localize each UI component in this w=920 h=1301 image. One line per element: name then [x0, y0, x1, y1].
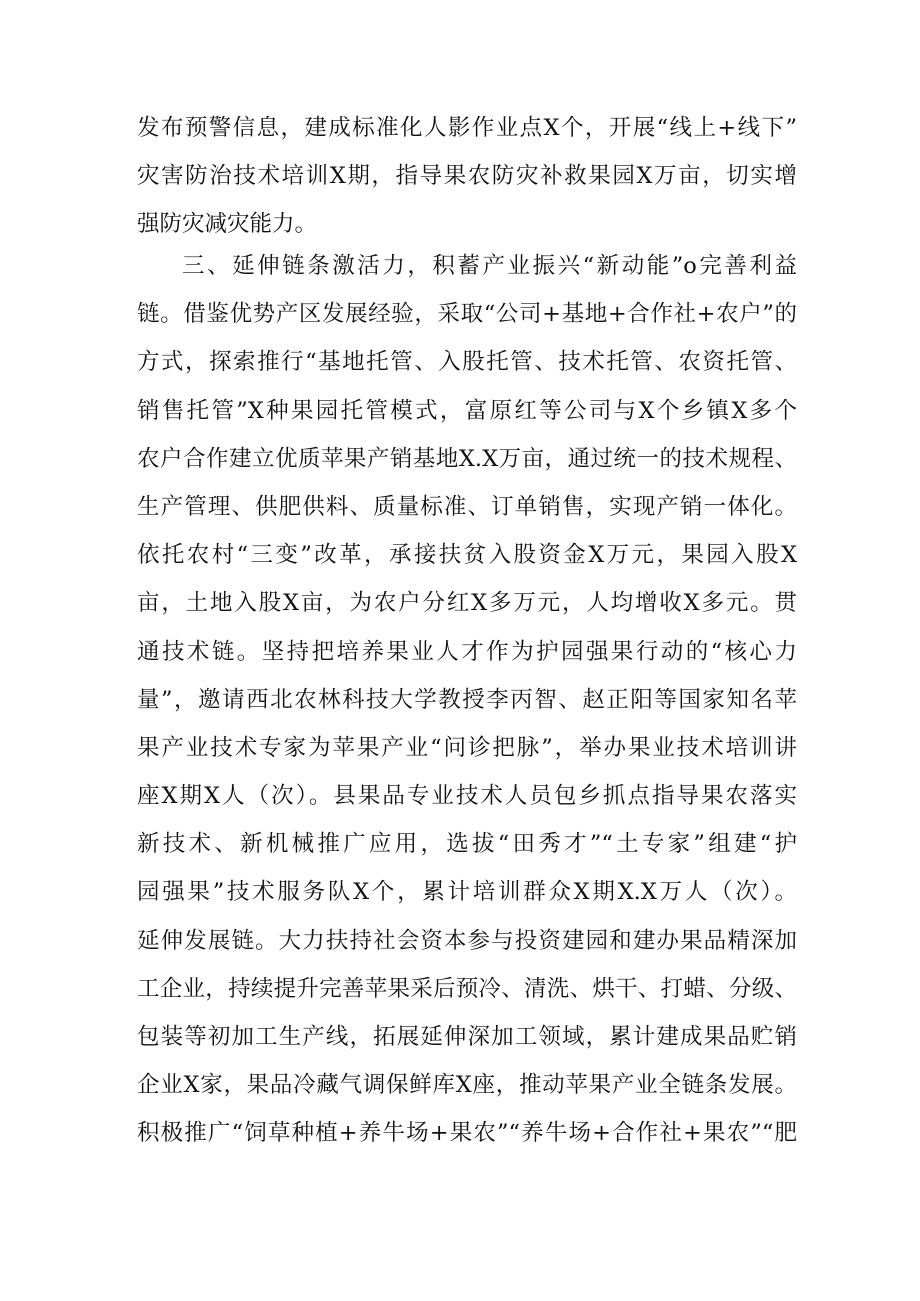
text-line: 延伸发展链。大力扶持社会资本参与投资建园和建办果品精深加: [137, 927, 797, 954]
text-line: 工企业，持续提升完善苹果采后预冷、清洗、烘干、打蜡、分级、: [137, 975, 797, 1002]
section-heading-line: 三、延伸链条激活力，积蓄产业振兴“新动能”o完善利益: [182, 253, 797, 279]
text-line: 方式，探索推行“基地托管、入股托管、技术托管、农资托管、: [137, 349, 797, 376]
text-line: 发布预警信息，建成标准化人影作业点X个，开展“线上+线下”: [137, 115, 797, 141]
text-line: 强防灾减灾能力。: [137, 211, 318, 238]
text-line: 企业X家，果品冷藏气调保鲜库X座，推动苹果产业全链条发展。: [137, 1072, 797, 1099]
text-line: 新技术、新机械推广应用，选拔“田秀才”“土专家”组建“护: [137, 831, 797, 858]
paragraph-industry-chain: [137, 242, 797, 1158]
text-line: 亩，土地入股X亩，为农户分红X多万元，人均增收X多元。贯: [137, 590, 797, 617]
text-line: 座X期X人（次）。县果品专业技术人员包乡抓点指导果农落实: [137, 783, 797, 810]
text-line: 量”，邀请西北农林科技大学教授李丙智、赵正阳等国家知名苹: [137, 686, 797, 713]
text-line: 园强果”技术服务队X个，累计培训群众X期X.X万人（次）。: [137, 879, 797, 906]
text-line: 灾害防治技术培训X期，指导果农防灾补救果园X万亩，切实增: [137, 163, 797, 190]
text-line: 农户合作建立优质苹果产销基地X.X万亩，通过统一的技术规程、: [137, 445, 797, 472]
text-line: 通技术链。坚持把培养果业人才作为护园强果行动的“核心力: [137, 638, 797, 665]
text-line: 包装等初加工生产线，拓展延伸深加工领域，累计建成果品贮销: [137, 1024, 797, 1050]
text-line: 积极推广“饲草种植+养牛场+果农”“养牛场+合作社+果农”“肥: [137, 1120, 797, 1147]
text-line: 销售托管”X种果园托管模式，富原红等公司与X个乡镇X多个: [137, 397, 797, 424]
paragraph-disaster-prevention: [137, 104, 797, 249]
text-line: 链。借鉴优势产区发展经验，采取“公司+基地+合作社+农户”的: [137, 301, 797, 328]
text-line: 果产业技术专家为苹果产业“问诊把脉”，举办果业技术培训讲: [137, 734, 797, 761]
text-line: 生产管理、供肥供料、质量标准、订单销售，实现产销一体化。: [137, 493, 797, 520]
text-line: 依托农村“三变”改革，承接扶贫入股资金X万元，果园入股X: [137, 542, 797, 569]
